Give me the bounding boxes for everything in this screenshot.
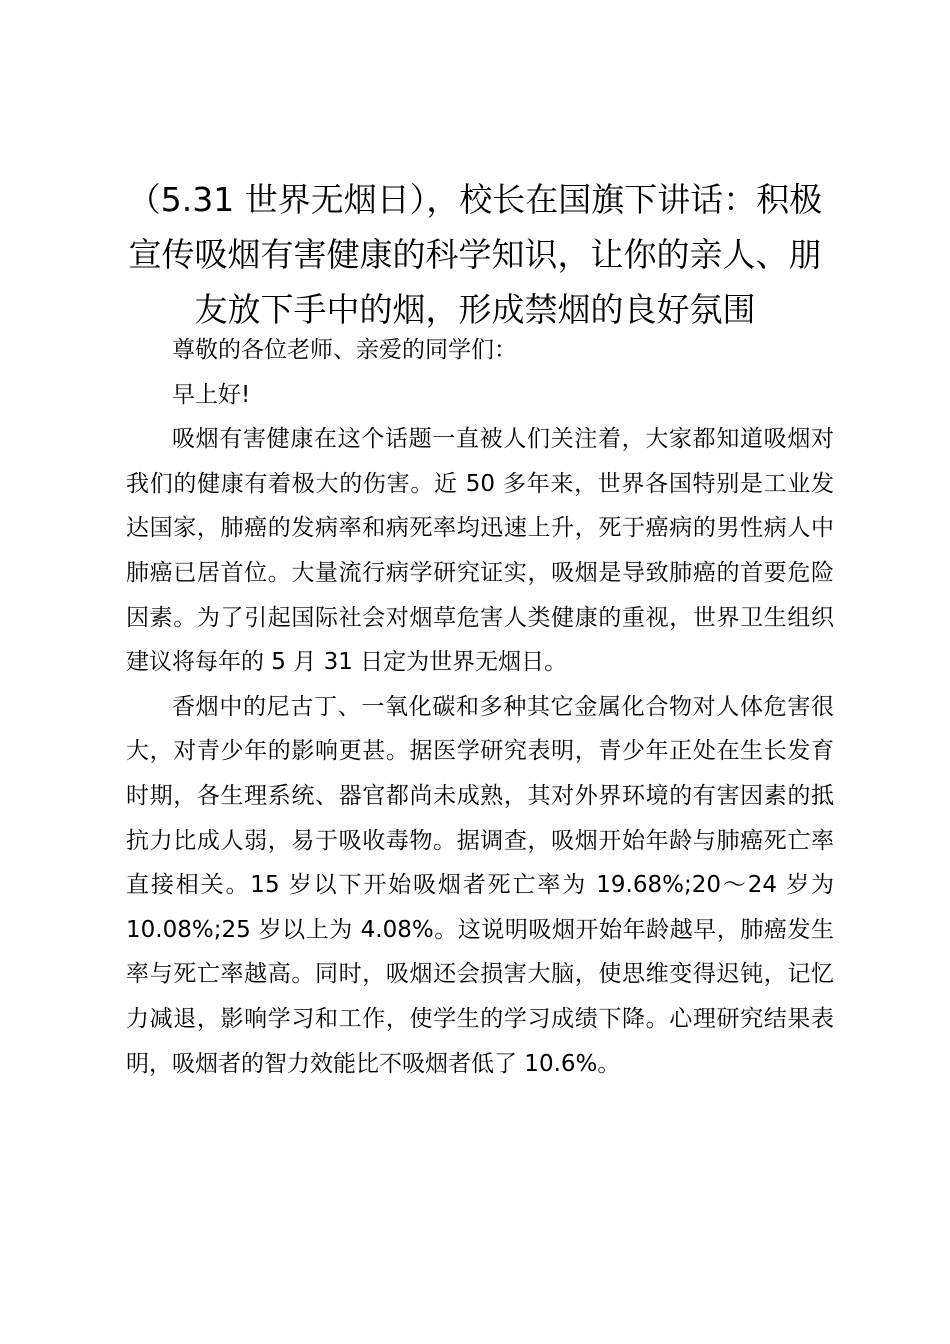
salutation: 尊敬的各位老师、亲爱的同学们：	[172, 337, 517, 363]
body-paragraph: 吸烟有害健康在这个话题一直被人们关注着，大家都知道吸烟对我们的健康有着极大的伤害。近 50 多年来，世界各国特别是工业发达国家，肺癌的发病率和病死率均迅速上升，死于癌病的男性病人中肺癌已居首位。大量流行病学研究证实，吸烟是导致肺癌的首要危险因素。为了引起国际社会对烟草危害人类健康的重视，世界卫生组织建议将每年的 5 月 31 日定为世界无烟日。	[126, 426, 834, 676]
document-body	[126, 328, 834, 1086]
body-paragraph: 香烟中的尼古丁、一氧化碳和多种其它金属化合物对人体危害很大，对青少年的影响更甚。据医学研究表明，青少年正处在生长发育时期，各生理系统、器官都尚未成熟，其对外界环境的有害因素的抵抗力比成人弱，易于吸收毒物。据调查，吸烟开始年龄与肺癌死亡率直接相关。15 岁以下开始吸烟者死亡率为 19.68%;20～24 岁为 10.08%;25 岁以上为 4.08%。这说明吸烟开始年龄越早，肺癌发生率与死亡率越高。同时，吸烟还会损害大脑，使思维变得迟钝，记忆力减退，影响学习和工作，使学生的学习成绩下降。心理研究结果表明，吸烟者的智力效能比不吸烟者低了 10.6%。	[126, 693, 834, 1077]
greeting: 早上好!	[172, 381, 251, 408]
document-title: （5.31 世界无烟日），校长在国旗下讲话：积极宣传吸烟有害健康的科学知识，让你的亲人、朋友放下手中的烟，形成禁烟的良好氛围	[127, 180, 823, 329]
